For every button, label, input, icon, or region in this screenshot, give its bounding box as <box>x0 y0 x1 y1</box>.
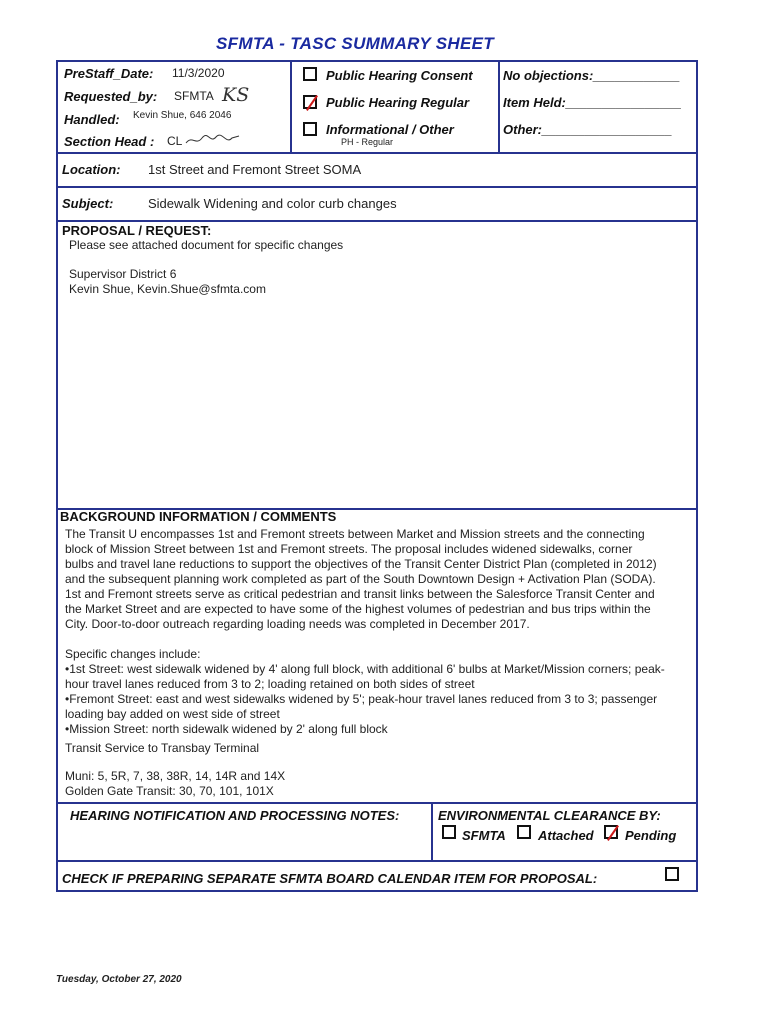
section-head-signature <box>184 132 242 148</box>
env-attached-checkbox[interactable] <box>517 825 531 839</box>
board-calendar-checkbox[interactable] <box>665 867 679 881</box>
proposal-line: Supervisor District 6 <box>69 267 177 281</box>
background-line: loading bay added on west side of street <box>65 707 280 721</box>
prestaff-date-label: PreStaff_Date: <box>64 66 154 81</box>
background-line: The Transit U encompasses 1st and Fremont streets between Market and Mission streets and the connecting <box>65 527 645 541</box>
environmental-clearance-label: ENVIRONMENTAL CLEARANCE BY: <box>438 808 661 823</box>
env-pending-checkbox[interactable] <box>604 825 618 839</box>
background-line: bulbs and travel lane reductions to support the objectives of the Transit Center District Plan (completed in 2012) <box>65 557 657 571</box>
prestaff-date-value: 11/3/2020 <box>172 66 225 80</box>
informational-other-label: Informational / Other <box>326 122 454 137</box>
informational-other-checkbox[interactable] <box>303 122 317 136</box>
public-hearing-consent-label: Public Hearing Consent <box>326 68 473 83</box>
proposal-text <box>69 238 343 297</box>
env-sfmta-checkbox[interactable] <box>442 825 456 839</box>
env-attached-label: Attached <box>538 828 594 843</box>
location-label: Location: <box>62 162 121 177</box>
footer-date: Tuesday, October 27, 2020 <box>56 974 182 985</box>
proposal-heading: PROPOSAL / REQUEST: <box>62 223 212 238</box>
requested-by-label: Requested_by: <box>64 89 158 104</box>
handled-value: Kevin Shue, 646 2046 <box>133 110 232 121</box>
background-line: hour travel lanes reduced from 3 to 2; loading retained on both sides of street <box>65 677 475 691</box>
public-hearing-consent-checkbox[interactable] <box>303 67 317 81</box>
requested-by-initials: KS <box>222 84 250 106</box>
background-line: City. Door-to-door outreach regarding loading needs was completed in December 2017. <box>65 617 530 631</box>
env-sfmta-label: SFMTA <box>462 828 506 843</box>
section-head-label: Section Head : <box>64 134 155 149</box>
public-hearing-regular-label: Public Hearing Regular <box>326 95 470 110</box>
proposal-line <box>69 253 343 267</box>
requested-by-value: SFMTA <box>174 89 214 103</box>
background-line: 1st and Fremont streets serve as critical pedestrian and transit links between the Salesforce Transit Center and <box>65 587 655 601</box>
subject-label: Subject: <box>62 196 114 211</box>
background-line: the Market Street and are expected to have some of the highest volumes of pedestrian and bus trips within the <box>65 602 651 616</box>
background-text <box>65 527 693 799</box>
no-objections-field[interactable]: No objections:____________ <box>503 68 681 83</box>
public-hearing-regular-checkbox[interactable] <box>303 95 317 109</box>
location-value: 1st Street and Fremont Street SOMA <box>148 162 362 177</box>
background-line: and the subsequent planning work completed as part of the South Downtown Design + Activation Plan (SODA). <box>65 572 656 586</box>
background-line: block of Mission Street between 1st and Fremont streets. The proposal includes widened sidewalks, corner <box>65 542 633 556</box>
board-calendar-label: CHECK IF PREPARING SEPARATE SFMTA BOARD CALENDAR ITEM FOR PROPOSAL: <box>62 871 598 886</box>
background-line: •Fremont Street: east and west sidewalks widened by 5'; peak-hour travel lanes reduced from 3 to 3; passenger <box>65 692 658 706</box>
background-line <box>65 756 693 769</box>
env-pending-label: Pending <box>625 828 677 843</box>
background-line: Transit Service to Transbay Terminal <box>65 741 260 755</box>
background-line: •1st Street: west sidewalk widened by 4' along full block, with additional 6' bulbs at Market/Mission corners; peak- <box>65 662 665 676</box>
background-heading: BACKGROUND INFORMATION / COMMENTS <box>60 509 337 524</box>
ph-note: PH - Regular <box>341 137 394 147</box>
item-held-field[interactable]: Item Held:________________ <box>503 95 682 110</box>
other-field[interactable]: Other:__________________ <box>503 122 673 137</box>
hearing-notes-label: HEARING NOTIFICATION AND PROCESSING NOTES: <box>70 808 400 823</box>
proposal-line: Please see attached document for specific changes <box>69 238 344 252</box>
background-line: Muni: 5, 5R, 7, 38, 38R, 14, 14R and 14X <box>65 769 286 783</box>
page-title: SFMTA - TASC SUMMARY SHEET <box>216 34 494 53</box>
background-line: •Mission Street: north sidewalk widened by 2' along full block <box>65 722 388 736</box>
handled-label: Handled: <box>64 112 120 127</box>
subject-value: Sidewalk Widening and color curb changes <box>148 196 397 211</box>
background-line: Golden Gate Transit: 30, 70, 101, 101X <box>65 784 274 798</box>
background-line <box>65 632 693 647</box>
section-head-value: CL <box>167 134 183 148</box>
background-line: Specific changes include: <box>65 647 201 661</box>
proposal-line: Kevin Shue, Kevin.Shue@sfmta.com <box>69 282 266 296</box>
